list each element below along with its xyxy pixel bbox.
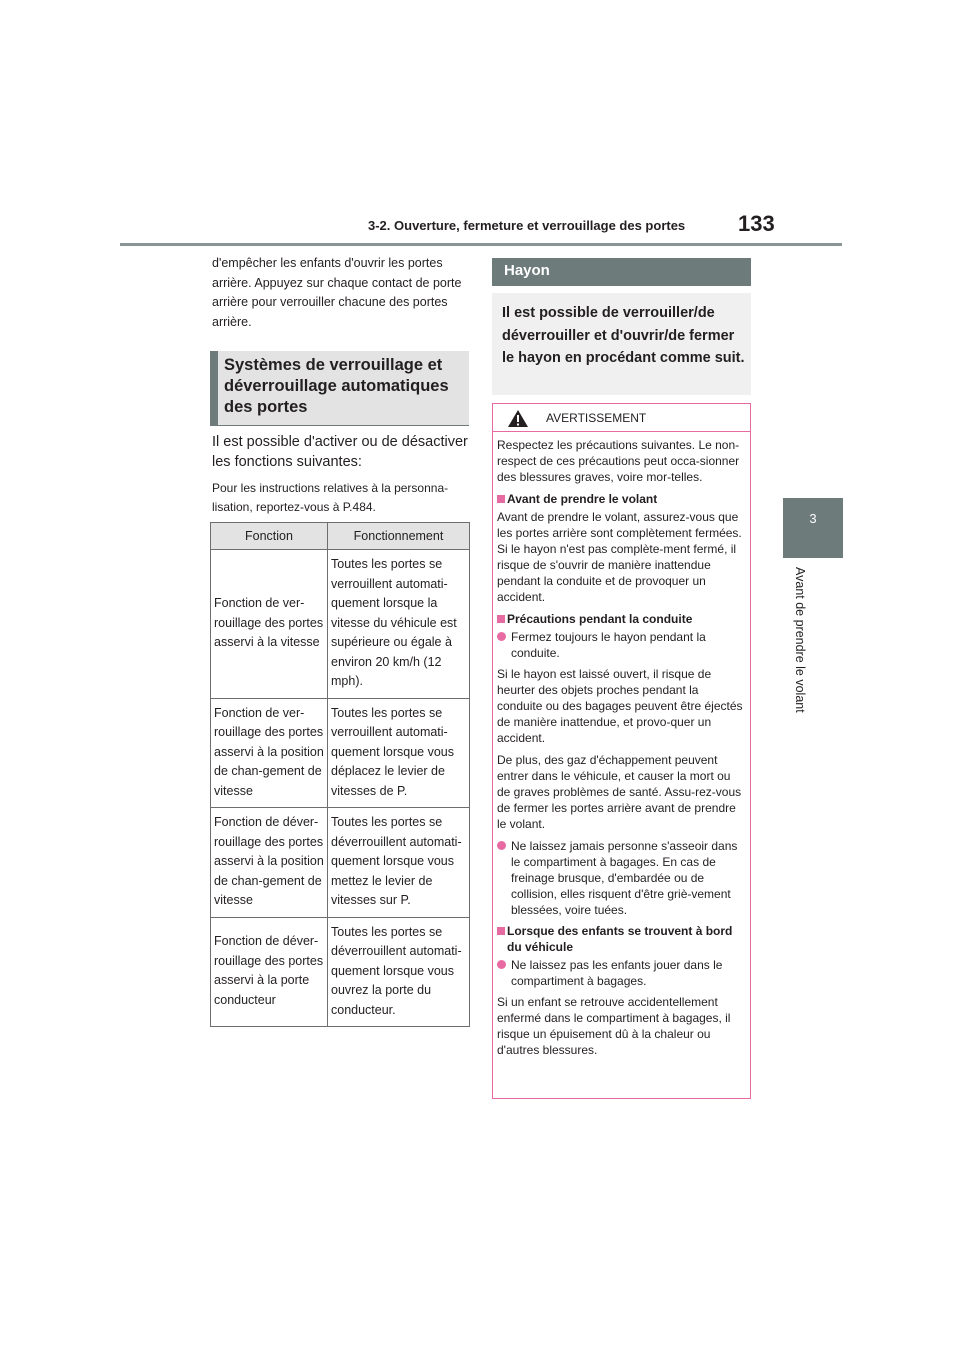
- chapter-label: Avant de prendre le volant: [793, 567, 807, 713]
- table-header-function: Fonction: [211, 523, 328, 550]
- warning-bullet: [497, 629, 746, 661]
- table-header-row: [211, 523, 470, 550]
- hayon-intro-box: [492, 293, 751, 395]
- round-bullet-icon: [497, 629, 511, 661]
- section-heading-hayon: [492, 258, 751, 286]
- warning-paragraph: De plus, des gaz d'échappement peuvent entrer dans le véhicule, et causer la mort ou de graves problèmes de santé. Assu-rez-vous de fermer les portes arrière avant de prendre le volant.: [497, 753, 742, 831]
- square-bullet-icon: [497, 491, 507, 507]
- section-heading-text: Systèmes de verrouillage et déverrouillage automatiques des portes: [224, 356, 449, 416]
- warning-bullet-text: Ne laissez jamais personne s'asseoir dans le compartiment à bagages. En cas de freinage brusque, d'embardée ou de collision, elles risquent d'être griè-vement blessées, voire tuées.: [511, 839, 738, 917]
- table-cell-operation: Toutes les portes se déverrouillent automati-quement lorsque vous ouvrez la porte du conducteur.: [328, 917, 470, 1027]
- warning-bullet: [497, 957, 746, 989]
- chapter-number: 3: [809, 511, 817, 526]
- warning-box: [492, 403, 751, 1099]
- warning-subheading-text: Précautions pendant la conduite: [507, 612, 693, 626]
- hayon-intro-text: Il est possible de verrouiller/de déverrouiller et d'ouvrir/de fermer le hayon en procédant comme suit.: [502, 305, 745, 366]
- warning-paragraph: Si un enfant se retrouve accidentellement enfermé dans le compartiment à bagages, il risque un épuisement dû à la chaleur ou d'autres blessures.: [497, 995, 731, 1057]
- functions-table: [210, 522, 470, 1027]
- table-row: [211, 917, 470, 1027]
- warning-subheading-text: Avant de prendre le volant: [507, 492, 658, 506]
- table-cell-function: Fonction de déver-rouillage des portes asservi à la porte conducteur: [211, 917, 328, 1027]
- warning-subheading: [497, 491, 746, 507]
- warning-subheading: [497, 923, 746, 955]
- table-row: [211, 550, 470, 699]
- lead-paragraph: Il est possible d'activer ou de désactiver les fonctions suivantes:: [212, 434, 468, 470]
- warning-bullet-text: Fermez toujours le hayon pendant la conduite.: [511, 630, 706, 660]
- warning-paragraph: Avant de prendre le volant, assurez-vous que les portes arrière sont complètement fermées. Si le hayon n'est pas complète-ment fermé, il risque de s'ouvrir de manière inattendue pendant la conduite et de provoquer un accident.: [497, 510, 742, 604]
- warning-bullet: [497, 838, 746, 918]
- table-cell-operation: Toutes les portes se déverrouillent automati-quement lorsque vous mettez le levier de vitesses sur P.: [328, 808, 470, 918]
- round-bullet-icon: [497, 957, 511, 989]
- table-row: [211, 808, 470, 918]
- chapter-tab: [783, 498, 843, 558]
- section-heading-text: Hayon: [504, 262, 550, 279]
- section-title: 3-2. Ouverture, fermeture et verrouillage des portes: [368, 218, 686, 233]
- page-number: 133: [738, 211, 775, 236]
- round-bullet-icon: [497, 838, 511, 918]
- warning-header: [493, 404, 750, 432]
- table-row: [211, 698, 470, 808]
- heading-underline: [210, 425, 469, 426]
- warning-subheading: [497, 611, 746, 627]
- table-cell-operation: Toutes les portes se verrouillent automati-quement lorsque vous déplacez le levier de vitesses de P.: [328, 698, 470, 808]
- section-heading-auto-lock: [210, 351, 469, 425]
- warning-bullet-text: Ne laissez pas les enfants jouer dans le compartiment à bagages.: [511, 958, 723, 988]
- warning-body: [497, 437, 746, 1064]
- warning-title: AVERTISSEMENT: [546, 411, 647, 425]
- header-divider: [120, 243, 842, 246]
- warning-subheading-text: Lorsque des enfants se trouvent à bord du véhicule: [507, 924, 733, 954]
- table-header-operation: Fonctionnement: [328, 523, 470, 550]
- warning-intro: Respectez les précautions suivantes. Le non-respect de ces précautions peut occa-sionner des blessures graves, voire mor-telles.: [497, 438, 740, 484]
- table-cell-function: Fonction de déver-rouillage des portes asservi à la position de chan-gement de vitesse: [211, 808, 328, 918]
- square-bullet-icon: [497, 923, 507, 955]
- square-bullet-icon: [497, 611, 507, 627]
- table-cell-function: Fonction de ver-rouillage des portes asservi à la vitesse: [211, 550, 328, 699]
- table-cell-function: Fonction de ver-rouillage des portes asservi à la position de chan-gement de vitesse: [211, 698, 328, 808]
- warning-triangle-icon: [507, 409, 529, 428]
- intro-paragraph: d'empêcher les enfants d'ouvrir les portes arrière. Appuyez sur chaque contact de porte arrière pour verrouiller chacune des portes arrière.: [212, 256, 462, 329]
- customization-reference: Pour les instructions relatives à la personna-lisation, reportez-vous à P.484.: [212, 481, 449, 514]
- warning-paragraph: Si le hayon est laissé ouvert, il risque de heurter des objets proches pendant la conduite ou des bagages peuvent être éjectés de manière inattendue, et provo-quer un accident.: [497, 667, 743, 745]
- table-cell-operation: Toutes les portes se verrouillent automati-quement lorsque la vitesse du véhicule est supérieure ou égale à environ 20 km/h (12 mph).: [328, 550, 470, 699]
